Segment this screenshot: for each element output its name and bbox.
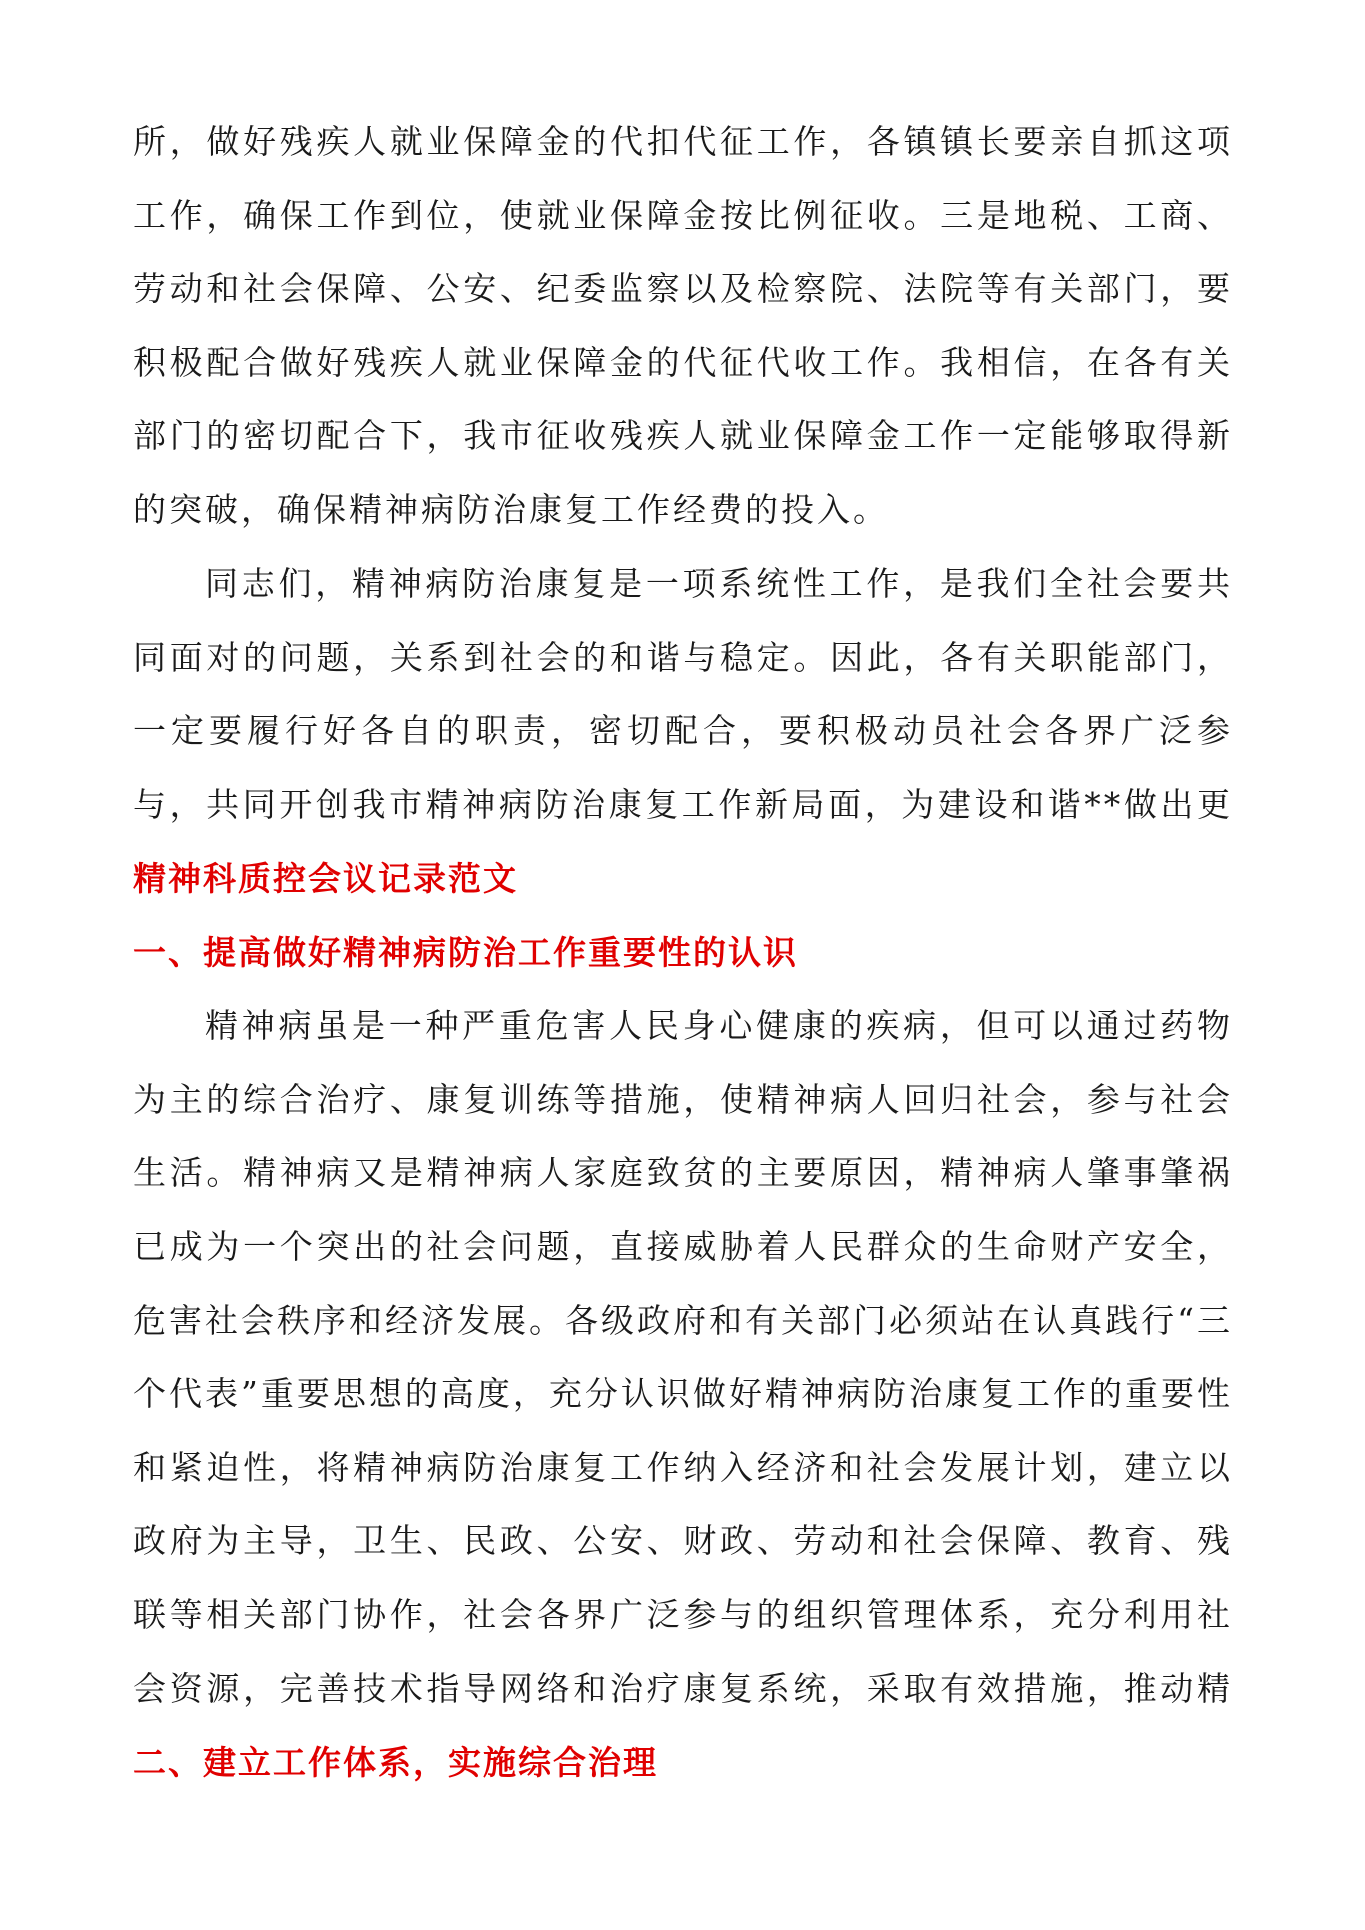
section-heading-1: 一、提高做好精神病防治工作重要性的认识: [133, 932, 798, 972]
document-title: 精神科质控会议记录范文: [133, 859, 518, 898]
paragraph-comrades: 同志们，精神病防治康复是一项系统性工作，是我们全社会要共同面对的问题，关系到社会的和谐与稳定。因此，各有关职能部门，一定要履行好各自的职责，密切配合，要积极动员社会各界广泛参与，共同开创我市精神病防治康复工作新局面，为建设和谐**做出更: [133, 564, 1233, 824]
paragraph-importance: 精神病虽是一种严重危害人民身心健康的疾病，但可以通过药物为主的综合治疗、康复训练等措施，使精神病人回归社会，参与社会生活。精神病又是精神病人家庭致贫的主要原因，精神病人肇事肇祸已成为一个突出的社会问题，直接威胁着人民群众的生命财产安全，危害社会秩序和经济发展。各级政府和有关部门必须站在认真践行“三个代表”重要思想的高度，充分认识做好精神病防治康复工作的重要性和紧迫性，将精神病防治康复工作纳入经济和社会发展计划，建立以政府为主导，卫生、民政、公安、财政、劳动和社会保障、教育、残联等相关部门协作，社会各界广泛参与的组织管理体系，充分利用社会资源，完善技术指导网络和治疗康复系统，采取有效措施，推动精: [133, 1006, 1233, 1708]
document-body: [133, 105, 1233, 1800]
paragraph-continued-levy: 所，做好残疾人就业保障金的代扣代征工作，各镇镇长要亲自抓这项工作，确保工作到位，使就业保障金按比例征收。三是地税、工商、劳动和社会保障、公安、纪委监察以及检察院、法院等有关部门，要积极配合做好残疾人就业保障金的代征代收工作。我相信，在各有关部门的密切配合下，我市征收残疾人就业保障金工作一定能够取得新的突破，确保精神病防治康复工作经费的投入。: [133, 122, 1233, 529]
section-heading-2: 二、建立工作体系，实施综合治理: [133, 1743, 658, 1783]
